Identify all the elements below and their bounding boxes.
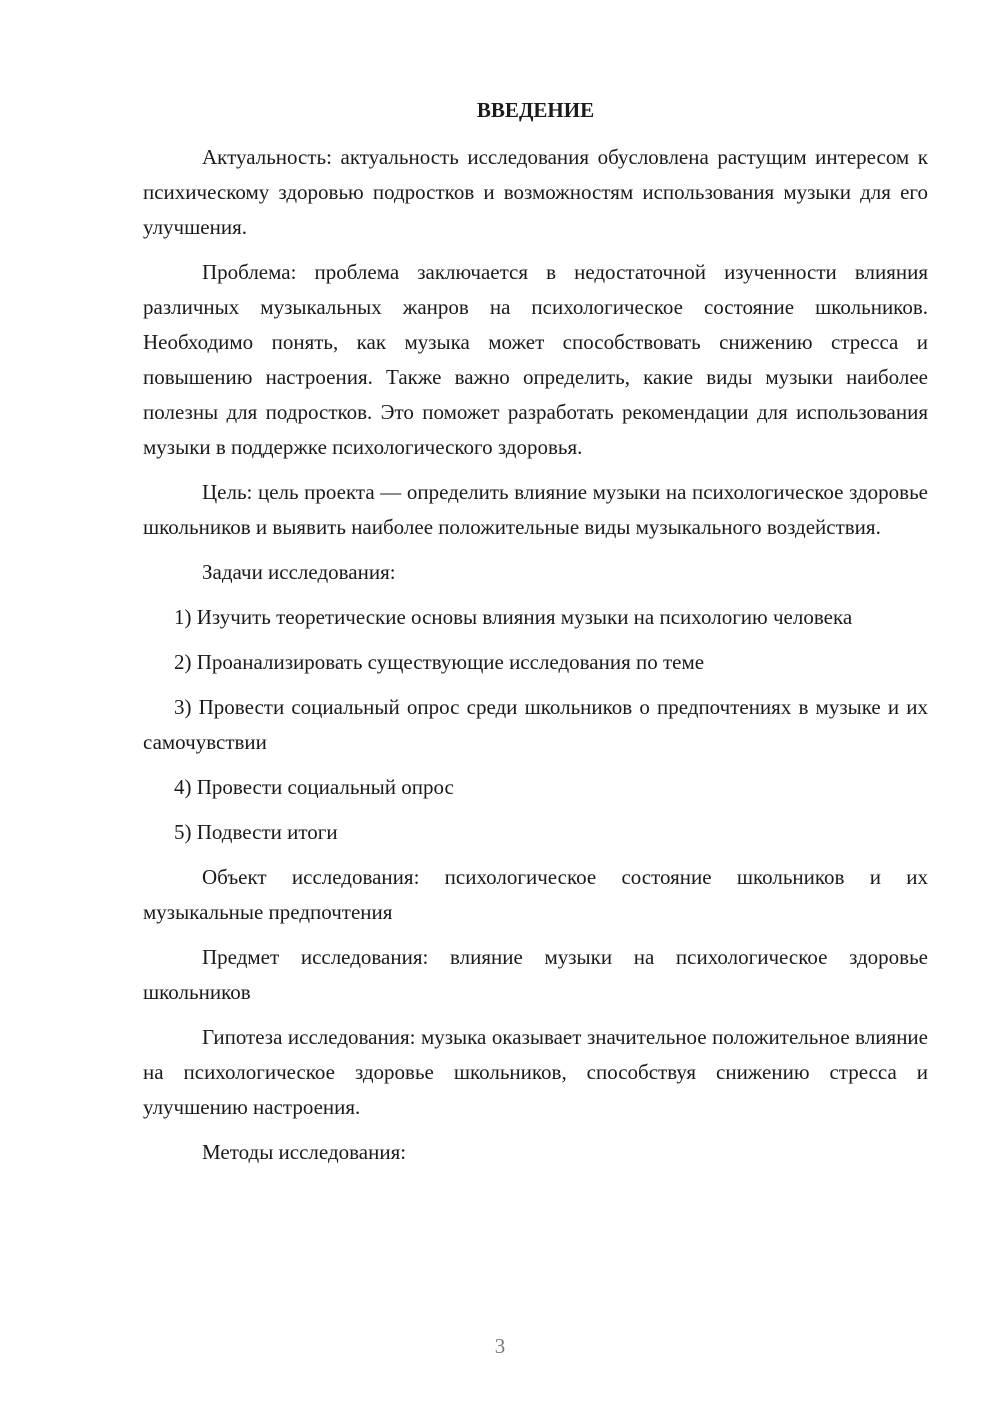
task-item-2: 2) Проанализировать существующие исследования по теме	[174, 650, 705, 674]
task-item-3: 3) Провести социальный опрос среди школьников о предпочтениях в музыке и их самочувствии	[143, 695, 928, 754]
paragraph-methods-title: Методы исследования:	[202, 1140, 407, 1164]
paragraph-problem: Проблема: проблема заключается в недостаточной изученности влияния различных музыкальных жанров на психологическое состояние школьников. Необходимо понять, как музыка может способствовать снижению стресса и повышению настроения. Также важно определить, какие виды музыки наиболее полезны для подростков. Это поможет разработать рекомендации для использования музыки в поддержке психологического здоровья.	[143, 260, 928, 459]
task-item-5: 5) Подвести итоги	[174, 820, 338, 844]
document-page	[143, 96, 928, 1180]
task-item-1: 1) Изучить теоретические основы влияния музыки на психологию человека	[174, 605, 853, 629]
task-item-4: 4) Провести социальный опрос	[174, 775, 454, 799]
paragraph-object: Объект исследования: психологическое состояние школьников и их музыкальные предпочтения	[143, 865, 928, 924]
paragraph-subject: Предмет исследования: влияние музыки на психологическое здоровье школьников	[143, 945, 928, 1004]
page-number: 3	[494, 1334, 506, 1358]
section-heading: ВВЕДЕНИЕ	[476, 98, 595, 122]
paragraph-goal: Цель: цель проекта — определить влияние музыки на психологическое здоровье школьников и выявить наиболее положительные виды музыкального воздействия.	[143, 480, 928, 539]
paragraph-hypothesis: Гипотеза исследования: музыка оказывает значительное положительное влияние на психологическое здоровье школьников, способствуя снижению стресса и улучшению настроения.	[143, 1025, 928, 1119]
paragraph-relevance: Актуальность: актуальность исследования обусловлена растущим интересом к психическому здоровью подростков и возможностям использования музыки для его улучшения.	[143, 145, 928, 239]
paragraph-tasks-title: Задачи исследования:	[202, 560, 396, 584]
